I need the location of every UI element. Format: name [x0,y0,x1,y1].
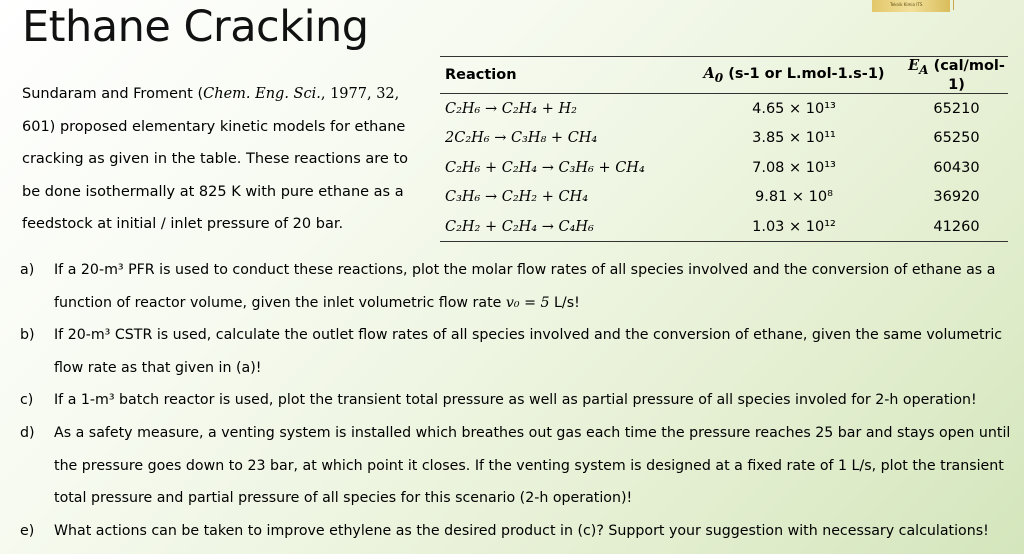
logo-divider [953,0,954,10]
logo-text: Teknik Kimia ITS [890,2,923,7]
flow-rate-math: v₀ = 5 [505,294,550,311]
header-a0: $A_0$ (s-1 or L.mol-1.s-1) [683,57,905,94]
reaction-cell: C₂H₂ + C₂H₄ → C₄H₆ [440,212,683,242]
table-row [440,93,1008,123]
question-text: As a safety measure, a venting system is installed which breathes out gas each time the pressure reaches 25 bar and stays open until the pressure goes down to 23 bar, at which point it closes. If the venting system is designed at a fixed rate of 1 L/s, plot the transient total pressure and partial pressure of all species for this scenario (2-h operation)! [54,424,1011,507]
reaction-cell: 2C₂H₆ → C₃H₈ + CH₄ [445,130,598,147]
question-text: If a 20-m³ PFR is used to conduct these reactions, plot the molar flow rates of all species involved and the conversion of ethane as a function of reactor volume, given the inlet volumetric flow rate [54,262,996,311]
ea-cell: 60430 [933,159,980,176]
journal-reference: Chem. Eng. Sci., 1977, 32, [203,86,400,102]
intro-paragraph [22,78,422,241]
question-text: If a 1-m³ batch reactor is used, plot the transient total pressure as well as partial pressure of all species involed for 2-h operation! [54,392,977,409]
question-b [20,319,1015,384]
question-text: If 20-m³ CSTR is used, calculate the outlet flow rates of all species involved and the conversion of ethane, given the same volumetric flow rate as that given in (a)! [54,327,1003,376]
intro-line-1: Sundaram and Froment (Chem. Eng. Sci., 1977, 32, [22,86,400,102]
question-label: b) [20,327,35,344]
page-title: Ethane Cracking [22,2,369,52]
table-row [440,153,1008,183]
ea-cell: 65250 [933,130,980,147]
a0-cell: 4.65 × 10¹³ [752,100,836,117]
table-row [440,212,1008,242]
question-label: e) [20,522,35,539]
reaction-table [440,56,1008,242]
question-c [20,384,1015,417]
reaction-cell: C₂H₆ + C₂H₄ → C₃H₆ + CH₄ [445,159,645,176]
header-reaction: Reaction [440,57,683,94]
a0-cell: 3.85 × 10¹¹ [752,130,836,147]
intro-line-4: be done isothermally at 825 K with pure ethane as a [22,183,404,200]
question-d [20,417,1015,515]
question-list [20,254,1015,547]
ea-cell: 41260 [905,212,1008,242]
reaction-cell: C₃H₆ → C₂H₂ + CH₄ [445,189,589,206]
a0-cell: 9.81 × 10⁸ [755,189,833,206]
question-e [20,515,1015,548]
question-a: a) If a 20-m³ PFR is used to conduct these reactions, plot the molar flow rates of all species involved and the conversion of ethane as a function of reactor volume, given the inlet volumetric flow rate v₀ = 5 L/s! [20,254,1015,319]
table-header-row [440,57,1008,94]
ea-cell: 65210 [933,100,980,117]
table-row [440,182,1008,212]
intro-line-5: feedstock at initial / inlet pressure of 20 bar. [22,216,344,232]
question-label: a) [20,262,35,278]
table-row [440,123,1008,153]
ea-cell: 36920 [933,189,980,206]
question-label: c) [20,392,34,409]
intro-line-2: 601) proposed elementary kinetic models for ethane [22,118,406,135]
reaction-cell: C₂H₆ → C₂H₄ + H₂ [445,100,577,117]
a0-cell: 1.03 × 10¹² [683,212,905,242]
a0-cell: 7.08 × 10¹³ [752,159,836,176]
question-label: d) [20,424,35,441]
header-ea: $E_A$ (cal/mol-1) [905,57,1008,94]
question-text: What actions can be taken to improve ethylene as the desired product in (c)? Support your suggestion with necessary calculations! [54,522,989,539]
intro-line-3: cracking as given in the table. These reactions are to [22,151,409,167]
